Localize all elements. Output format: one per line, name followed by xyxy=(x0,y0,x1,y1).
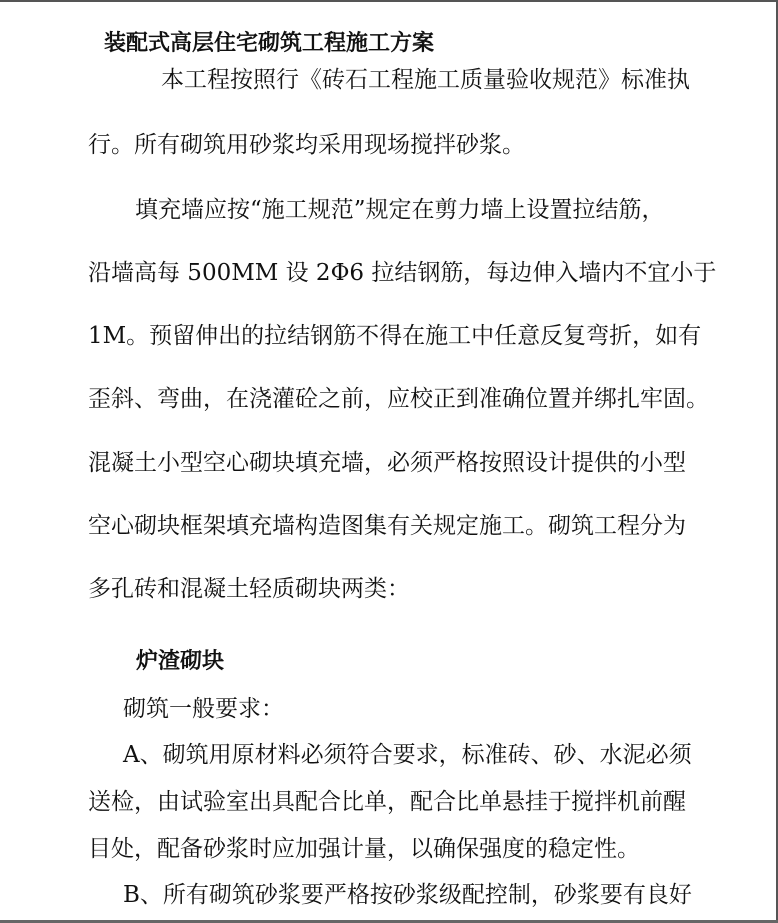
section-line: 送检，由试验室出具配合比单，配合比单悬挂于搅拌机前醒 xyxy=(88,789,686,815)
paragraph-line: 混凝土小型空心砌块填充墙，必须严格按照设计提供的小型 xyxy=(88,450,686,476)
paragraph-line: 多孔砖和混凝土轻质砌块两类： xyxy=(88,576,410,602)
paragraph-line: 行。所有砌筑用砂浆均采用现场搅拌砂浆。 xyxy=(88,132,525,158)
section-heading: 炉渣砌块 xyxy=(136,648,225,674)
section-line: A、砌筑用原材料必须符合要求，标准砖、砂、水泥必须 xyxy=(123,742,692,768)
section-line: 砌筑一般要求： xyxy=(123,696,284,722)
section-line: B、所有砌筑砂浆要严格按砂浆级配控制，砂浆要有良好 xyxy=(123,882,692,908)
paragraph-line: 歪斜、弯曲，在浇灌砼之前，应校正到准确位置并绑扎牢固。 xyxy=(88,386,709,412)
paragraph-line: 填充墙应按“施工规范”规定在剪力墙上设置拉结筋， xyxy=(135,197,665,223)
paragraph-line: 沿墙高每 500MM 设 2Φ6 拉结钢筋，每边伸入墙内不宜小于 xyxy=(88,260,717,286)
paragraph-line: 1M。预留伸出的拉结钢筋不得在施工中任意反复弯折，如有 xyxy=(88,323,702,349)
page-top-border xyxy=(0,0,778,2)
section-line: 目处，配备砂浆时应加强计量，以确保强度的稳定性。 xyxy=(88,836,640,862)
paragraph-line: 空心砌块框架填充墙构造图集有关规定施工。砌筑工程分为 xyxy=(88,513,686,539)
paragraph-line: 本工程按照行《砖石工程施工质量验收规范》标准执 xyxy=(161,67,690,93)
document-title: 装配式高层住宅砌筑工程施工方案 xyxy=(104,30,435,56)
